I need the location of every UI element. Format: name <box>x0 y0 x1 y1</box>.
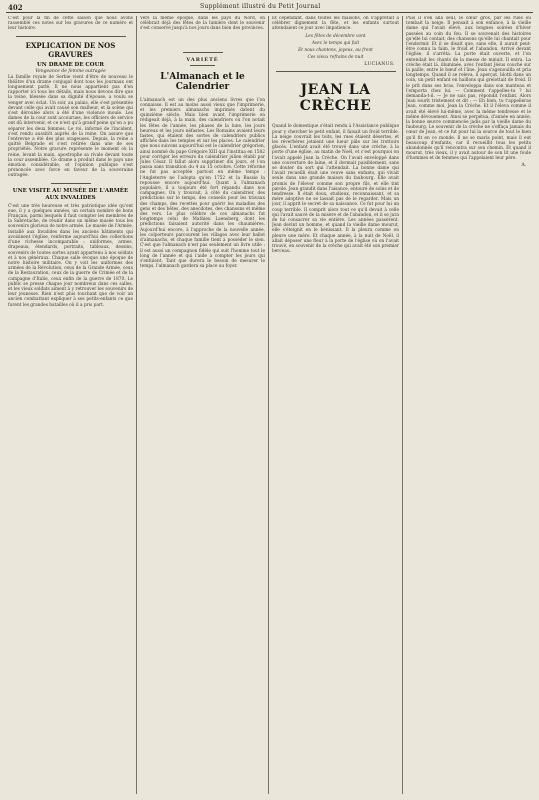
article-body-continued: Puis il s'en alla seul, le cœur gros, par les rues où tombait la neige. Il pensait à son enfance, à la vieille dame qui l'avait élevé, aux longues soirées d'hiver passées au coin du feu. Il se souvenait des histoires qu'elle lui contait, des chansons qu'elle lui chantait pour l'endormir. Et il se disait que, sans elle, il aurait peut-être connu la faim, le froid et l'abandon. Arrivé devant l'église, il s'arrêta. La porte était ouverte, et l'on entendait les chants de la messe de minuit. Il entra. La crèche était là, illuminée, avec l'enfant Jésus couché sur la paille, entre le bœuf et l'âne. Jean s'agenouilla et pria longtemps. Quand il se releva, il aperçut, blotti dans un coin, un petit enfant en haillons qui grelottait de froid. Il le prit dans ses bras, l'enveloppa dans son manteau et l'emporta chez lui. — Comment t'appelles-tu ? lui demanda-t-il. — Je ne sais pas, répondit l'enfant. Alors Jean sourit tristement et dit : — Eh bien, tu t'appelleras Jean, comme moi, Jean la Crèche. Et il l'éleva comme il avait été élevé lui-même, avec la même tendresse et le même dévouement. Ainsi se perpétua, d'année en année, la bonne œuvre commencée jadis par la vieille dame du faubourg. Le souvenir de la crèche ne s'effaça jamais du cœur de Jean, et ce fut pour lui la source de tout le bien qu'il fit en ce monde. Il ne se maria point, mais il eut beaucoup d'enfants, car il recueillit tous les petits abandonnés qu'il rencontra sur son chemin. Et quand il mourut, très vieux, il y avait autour de son lit une foule d'hommes et de femmes qui l'appelaient leur père. <box>406 16 531 162</box>
column-1-intro: C'est pour la fin de cette saison que nous avons rassemblé ces notes sur les gravures de ce numéro et leur histoire. <box>8 16 133 32</box>
article-title-drame: UN DRAME DE COUR <box>37 61 104 68</box>
article-body-jean-la-creche: Quand le domestique s'était rendu à l'Assistance publique pour y chercher le petit enfant, il faisait un froid terrible. La neige couvrait les toits, les rues étaient désertes, et les réverbères jetaient une lueur pâle sur les trottoirs glacés. L'enfant avait été trouvé dans une crèche, à la porte d'une église, au matin de Noël, et c'est pourquoi on l'avait appelé Jean la Crèche. On l'avait enveloppé dans une couverture de laine, et il dormait paisiblement, sans se douter du sort qui l'attendait. La bonne dame qui l'avait recueilli était une veuve sans enfants, qui vivait seule dans une grande maison du faubourg. Elle avait promis de l'élever comme son propre fils, et elle tint parole. Jean grandit dans l'aisance, entouré de soins et de tendresse. Il était doux, studieux, reconnaissant, et sa mère adoptive ne se lassait pas de le regarder. Mais un jour, il apprit le secret de sa naissance. Ce fut pour lui un coup terrible. Il comprit alors tout ce qu'il devait à celle qui l'avait sauvé de la misère et de l'abandon, et il se jura de lui consacrer sa vie entière. Les années passèrent. Jean devint un homme, et quand la vieille dame mourut, elle s'éteignit en le bénissant. Il la pleura comme on pleure une mère. Et chaque année, à la nuit de Noël, il allait déposer une fleur à la porte de l'église où on l'avait trouvé, en souvenir de la crèche qui avait été son premier berceau. <box>272 124 399 255</box>
signature: LUCIANUS. <box>364 62 395 68</box>
signature: A. <box>521 162 527 168</box>
column-4 <box>406 16 531 794</box>
column-1 <box>8 16 133 794</box>
article-title-jean-la-creche: JEAN LA CRÈCHE <box>299 82 372 115</box>
verse-line: Avec le temps qui fuit <box>311 40 360 46</box>
column-2 <box>140 16 265 794</box>
column-divider <box>136 16 137 794</box>
separator-rule <box>16 36 126 37</box>
separator-rule <box>183 52 223 53</box>
column-3 <box>272 16 399 794</box>
article-subtitle-drame: Vengeance de femme outragée <box>35 68 106 74</box>
article-title-almanach: L'Almanach et le Calendrier <box>160 71 245 92</box>
section-label-variete: VARIÉTÉ <box>186 56 219 63</box>
article-body-almanach: L'almanach est un des plus anciens livres que l'on connaisse. Il est au moins aussi vieux que l'imprimerie, et les premiers almanachs imprimés datent du quinzième siècle. Mais bien avant l'imprimerie on rédigeait déjà, à la main, des calendriers où l'on notait les fêtes de l'année, les phases de la lune, les jours heureux et les jours néfastes. Les Romains avaient leurs fastes, qui étaient des sortes de calendriers publics affichés dans les temples et sur les places. Le calendrier que nous suivons aujourd'hui est le calendrier grégorien, ainsi nommé du pape Grégoire XIII qui l'institua en 1582 pour corriger les erreurs du calendrier julien établi par Jules César. Il fallut alors supprimer dix jours, et l'on passa sans transition du 4 au 15 octobre. Cette réforme ne fut pas acceptée partout en même temps : l'Angleterre ne l'adopta qu'en 1752 et la Russie la repousse encore aujourd'hui. Quant à l'almanach populaire, il a toujours été fort répandu dans nos campagnes. On y trouvait, à côté du calendrier, des prédictions sur le temps, des conseils pour les travaux des champs, des recettes pour guérir les maladies des gens et des bêtes, des anecdotes, des chansons et même des vers. Le plus célèbre de ces almanachs fut longtemps celui de Mathieu Laensberg, dont les prédictions faisaient autorité dans les chaumières. Aujourd'hui encore, à l'approche de la nouvelle année, les colporteurs parcourent les villages avec leur ballot d'almanachs, et chaque famille tient à posséder le sien. C'est que l'almanach n'est pas seulement un livre utile : il est aussi un compagnon fidèle qui suit l'homme tout le long de l'année et qui l'aide à compter les jours qui s'enfuient. Tant que durera le besoin de mesurer le temps, l'almanach gardera sa place au foyer. <box>140 97 265 270</box>
column-divider <box>268 16 269 794</box>
article-body-drame: La famille royale de Serbie vient d'être de nouveau le théâtre d'un drame conjugal dont tous les journaux ont longuement parlé. Il ne nous appartient pas d'en rapporter ici tous les détails, mais nous devons dire que la reine, blessée dans sa dignité d'épouse, a voulu se venger avec éclat. Un soir, au palais, elle s'est présentée devant celle qui avait causé son malheur, et la scène qui s'est déroulée alors a été d'une violence inouïe. Les dames de la cour sont accourues, les officiers de service ont dû intervenir, et ce n'est qu'à grand'peine qu'on a pu séparer les deux femmes. Le roi, informé de l'incident, s'est rendu aussitôt auprès de la reine. On assure que l'entrevue a été des plus orageuses. Depuis, la reine a quitté Belgrade et s'est retirée dans une de ses propriétés. Notre gravure représente le moment où la reine, levant la main, apostrophe sa rivale devant toute la cour assemblée. Ce drame a produit dans le pays une émotion considérable, et l'opinion publique s'est prononcée avec force en faveur de la souveraine outragée. <box>8 74 133 179</box>
column-3-intro: Et cependant, dans toutes les maisons, on s'apprêtait à célébrer dignement la fête, et les enfants surtout attendaient ce jour avec impatience. <box>272 16 399 32</box>
article-body-musee: C'est une très heureuse et très patriotique idée qu'ont eue, il y a quelques années, un certain nombre de bons Français, parmi lesquels il faut compter les membres de la Sabretache, de réunir dans un même musée tous les souvenirs glorieux de notre armée. Le musée de l'Armée, installé aux Invalides dans les anciens bâtiments qui avoisinent l'église, renferme aujourd'hui des collections d'une richesse incomparable : uniformes, armes, drapeaux, étendards, portraits, tableaux, dessins, souvenirs de toutes sortes ayant appartenu à nos soldats et à nos généraux. Chaque salle évoque une époque de notre histoire militaire. On y voit les uniformes des armées de la Révolution, ceux de la Grande Armée, ceux de la Restauration, ceux de la guerre de Crimée et de la campagne d'Italie, ceux enfin de la guerre de 1870. Le public se presse chaque jour nombreux dans ces salles, et les vieux soldats aiment à y retrouver les souvenirs de leur jeunesse. Rien n'est plus touchant que de voir un ancien combattant expliquer à ses petits-enfants ce que furent les grandes batailles où il a pris part. <box>8 203 133 308</box>
verse-line: Et nous chantons, joyeux, au front <box>298 48 373 54</box>
column-divider <box>402 16 403 794</box>
separator-rule <box>51 183 91 184</box>
section-title: EXPLICATION DE NOS GRAVURES <box>25 40 116 59</box>
running-title: Supplément illustré du Petit Journal <box>200 3 321 10</box>
article-title-musee: UNE VISITE AU MUSÉE DE L'ARMÉE AUX INVALIDES <box>12 187 129 201</box>
header-rule <box>6 12 533 13</box>
separator-rule <box>276 71 396 72</box>
verse-line: Les fêtes de décembre vont <box>305 33 366 39</box>
verse-line: Ces vieux refrains de nuit <box>307 55 364 61</box>
column-2-intro: Vers la même époque, dans les pays du Nord, on célébrait déjà des fêtes de la lumière dont le souvenir s'est conservé jusqu'à nos jours dans bien des provinces. <box>140 16 265 32</box>
page-number: 402 <box>8 3 23 12</box>
separator-rule <box>190 65 215 66</box>
